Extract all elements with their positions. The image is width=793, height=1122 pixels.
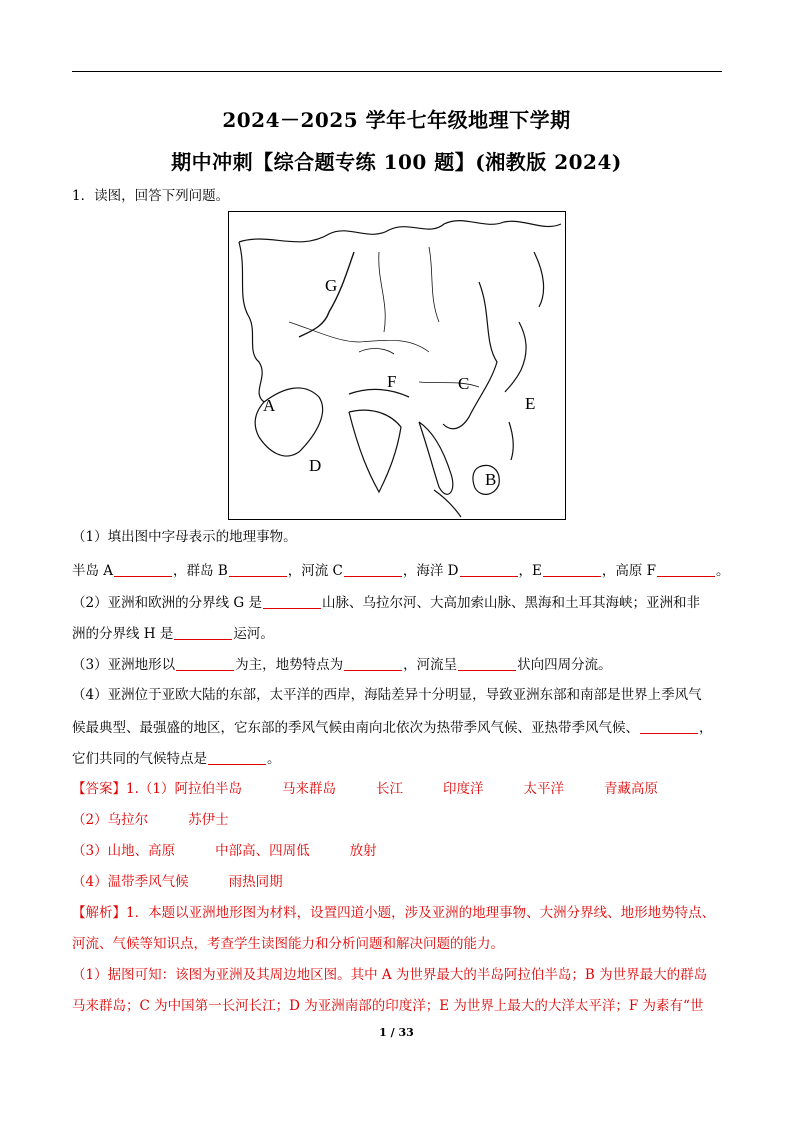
- answer-item: 温带季风气候: [107, 874, 189, 890]
- answer-line-2: [72, 812, 732, 828]
- q1-end: 。: [716, 563, 730, 579]
- q2-line-1: [72, 594, 732, 611]
- blank-g[interactable]: [263, 594, 321, 609]
- map-river-1: [379, 252, 385, 332]
- q3-line: [72, 656, 732, 673]
- title-line-2: 期中冲刺【综合题专练 100 题】(湘教版 2024): [171, 150, 622, 174]
- q1-part-6: ，高原 F: [601, 563, 657, 579]
- asia-map-drawing: [229, 212, 565, 519]
- answer-item: 阿拉伯半岛: [174, 781, 242, 797]
- blank-terrain[interactable]: [176, 656, 234, 671]
- q4-line-3: [72, 750, 732, 767]
- q3-text-a: （3）亚洲地形以: [72, 657, 176, 673]
- map-label-g: G: [325, 276, 338, 295]
- answer-item: 马来群岛: [281, 781, 336, 797]
- map-label-c: C: [458, 374, 470, 393]
- q2-text-c: 洲的分界线 H 是: [72, 626, 174, 642]
- q1-part-1: 半岛 A: [72, 563, 114, 579]
- map-label-e: E: [525, 394, 536, 413]
- q1-text: （1）填出图中字母表示的地理事物。: [72, 529, 297, 545]
- map-label-d: D: [309, 456, 322, 475]
- q4-line-1: （4）亚洲位于亚欧大陆的东部，太平洋的西岸，海陆差异十分明显，导致亚洲东部和南部是世界上季风气: [72, 687, 702, 703]
- question-stem: 1．读图，回答下列问题。: [72, 188, 230, 204]
- map-philippines: [509, 422, 513, 460]
- q1-part-3: ，河流 C: [287, 563, 343, 579]
- answer-prefix-2: （2）: [72, 812, 108, 828]
- map-label-b: B: [485, 470, 497, 489]
- map-japan: [505, 322, 526, 392]
- answer-item: 乌拉尔: [107, 812, 149, 828]
- answer-line-1: [72, 781, 732, 797]
- map-west-coast: [239, 242, 264, 402]
- answer-item: 青藏高原: [603, 781, 658, 797]
- blank-d[interactable]: [460, 562, 518, 577]
- answer-line-4: [72, 874, 732, 890]
- q1-part-4: ，海洋 D: [402, 563, 459, 579]
- analysis-line-1: [72, 905, 732, 921]
- answer-item: 长江: [375, 781, 403, 797]
- blank-h[interactable]: [174, 625, 232, 640]
- q3-text-d: 状向四周分流。: [517, 657, 612, 673]
- map-basin: [359, 348, 394, 354]
- blank-c[interactable]: [344, 562, 402, 577]
- q4-line-2: [72, 719, 732, 736]
- q1-part-5: ，E: [518, 563, 542, 579]
- map-kamchatka: [534, 252, 544, 307]
- q2-text-d: 运河。: [233, 626, 274, 642]
- q2-text-b: 山脉、乌拉尔河、大高加索山脉、黑海和土耳其海峡；亚洲和非: [321, 595, 700, 611]
- answer-label: 【答案】: [72, 781, 126, 797]
- blank-elevation[interactable]: [344, 656, 402, 671]
- q2-line-2: [72, 625, 732, 642]
- blank-b[interactable]: [229, 562, 287, 577]
- answer-item: 中部高、四周低: [215, 843, 310, 859]
- page-number: 1 / 33: [379, 1026, 414, 1039]
- title-line-1: 2024－2025 学年七年级地理下学期: [222, 108, 571, 132]
- map-river-yangtze: [419, 382, 479, 387]
- q4-text-a: 候最典型、最强盛的地区，它东部的季风气候由南向北依次为热带季风气候、亚热带季风气候、: [72, 720, 639, 736]
- analysis-label: 【解析】: [72, 905, 126, 921]
- answer-item: 苏伊士: [188, 812, 229, 828]
- asia-map-figure: [228, 211, 566, 520]
- q1-blanks-line: [72, 562, 732, 579]
- map-east-coast: [443, 282, 497, 429]
- q2-text-a: （2）亚洲和欧洲的分界线 G 是: [72, 595, 262, 611]
- map-label-f: F: [387, 372, 397, 391]
- map-border: [289, 322, 429, 352]
- map-river-2: [429, 247, 439, 322]
- analysis-line-3: （1）据图可知：该图为亚洲及其周边地区图。其中 A 为世界最大的半岛阿拉伯半岛；B 为世界最大的群岛: [72, 967, 708, 983]
- map-himalaya: [349, 389, 409, 397]
- answer-line-3: [72, 843, 732, 859]
- analysis-line-2: 河流、气候等知识点，考查学生读图能力和分析问题和解决问题的能力。: [72, 936, 504, 952]
- blank-a[interactable]: [114, 562, 172, 577]
- blank-climate-feature[interactable]: [208, 750, 266, 765]
- answer-item: 印度洋: [442, 781, 484, 797]
- answer-item: 山地、高原: [107, 843, 176, 859]
- q4-text-b: ，: [699, 720, 713, 736]
- blank-river-pattern[interactable]: [458, 656, 516, 671]
- map-india: [349, 410, 401, 492]
- q3-text-c: ，河流呈: [403, 657, 458, 673]
- answer-prefix-3: （3）: [72, 843, 108, 859]
- answer-item: 雨热同期: [228, 874, 283, 890]
- blank-climate[interactable]: [640, 719, 698, 734]
- map-north-coast: [239, 221, 561, 242]
- answer-item: 放射: [349, 843, 377, 859]
- blank-e[interactable]: [543, 562, 601, 577]
- header-rule: [72, 71, 722, 72]
- answer-prefix-4: （4）: [72, 874, 108, 890]
- answer-prefix-1: 1.（1）: [126, 781, 175, 797]
- map-label-a: A: [263, 396, 276, 415]
- answer-item: 太平洋: [523, 781, 564, 797]
- map-se-asia: [419, 422, 453, 494]
- q3-text-b: 为主，地势特点为: [235, 657, 344, 673]
- q1-part-2: ，群岛 B: [173, 563, 228, 579]
- analysis-text-1: 1．本题以亚洲地形图为材料，设置四道小题，涉及亚洲的地理事物、大洲分界线、地形地势特点、: [126, 905, 716, 921]
- q4-text-c: 它们共同的气候特点是: [72, 751, 207, 767]
- analysis-line-4: 马来群岛；C 为中国第一长河长江；D 为亚洲南部的印度洋；E 为世界上最大的大洋太平洋；F 为素有“世: [72, 998, 704, 1014]
- blank-f[interactable]: [657, 562, 715, 577]
- q4-text-d: 。: [267, 751, 281, 767]
